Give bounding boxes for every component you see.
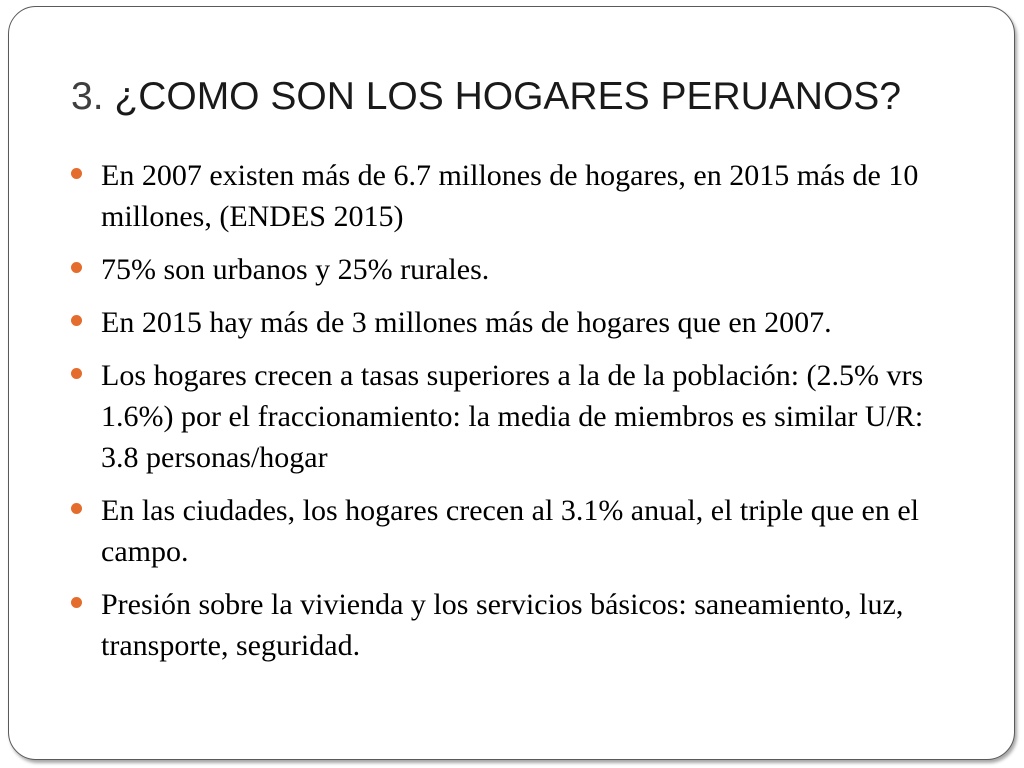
bullet-list [71, 155, 951, 678]
slide-frame [8, 6, 1015, 760]
bullet-item [71, 302, 951, 343]
bullet-item [71, 490, 951, 572]
bullet-text: 75% son urbanos y 25% rurales. [101, 253, 490, 286]
bullet-item [71, 155, 951, 237]
bullet-text: En 2015 hay más de 3 millones más de hogares que en 2007. [101, 306, 832, 339]
bullet-text: En las ciudades, los hogares crecen al 3.1% anual, el triple que en el campo. [101, 494, 920, 568]
bullet-dot-icon [71, 503, 82, 514]
bullet-dot-icon [71, 597, 82, 608]
bullet-item [71, 249, 951, 290]
title-text: ¿COMO SON LOS HOGARES PERUANOS? [103, 75, 902, 118]
slide-title [71, 73, 901, 121]
bullet-dot-icon [71, 262, 82, 273]
bullet-text: Presión sobre la vivienda y los servicios básicos: saneamiento, luz, transporte, seguridad. [101, 588, 904, 662]
title-number: 3. [71, 75, 104, 118]
bullet-text: En 2007 existen más de 6.7 millones de hogares, en 2015 más de 10 millones, (ENDES 2015) [101, 159, 919, 233]
bullet-dot-icon [71, 315, 82, 326]
bullet-dot-icon [71, 168, 82, 179]
bullet-dot-icon [71, 368, 82, 379]
bullet-text: Los hogares crecen a tasas superiores a la de la población: (2.5% vrs 1.6%) por el fraccionamiento: la media de miembros es similar U/R: 3.8 personas/hogar [101, 359, 924, 474]
bullet-item [71, 355, 951, 478]
bullet-item [71, 584, 951, 666]
